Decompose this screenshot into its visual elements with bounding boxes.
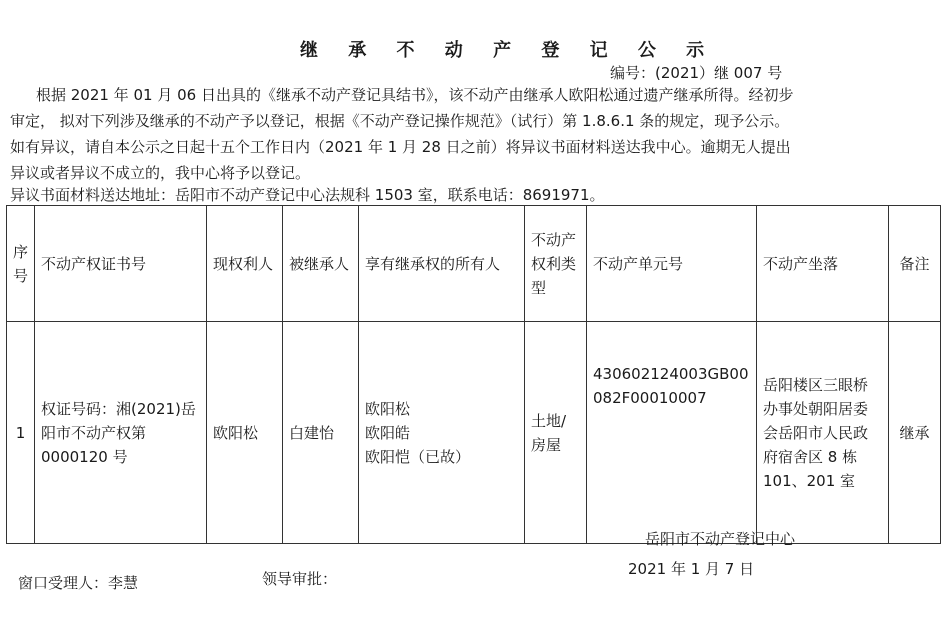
header-heirs: 享有继承权的所有人 xyxy=(359,206,525,322)
cell-unit-no: 430602124003GB00082F00010007 xyxy=(587,322,757,544)
heir-name: 欧阳松 xyxy=(365,399,411,418)
window-clerk: 窗口受理人：李慧 xyxy=(18,574,139,592)
leader-approval: 领导审批： xyxy=(262,570,338,588)
objection-address: 异议书面材料送达地址：岳阳市不动产登记中心法规科 1503 室，联系电话：8691971。 xyxy=(10,186,605,204)
cell-deceased: 白建怡 xyxy=(283,322,359,544)
inheritance-table xyxy=(6,205,941,544)
header-location: 不动产坐落 xyxy=(757,206,889,322)
header-remark: 备注 xyxy=(889,206,941,322)
heir-name: 欧阳皓 xyxy=(365,423,411,442)
header-deceased: 被继承人 xyxy=(283,206,359,322)
cell-location: 岳阳楼区三眼桥办事处朝阳居委会岳阳市人民政府宿舍区 8 栋 101、201 室 xyxy=(757,322,889,544)
cell-heirs xyxy=(359,322,525,544)
body-paragraph-line-1: 根据 2021 年 01 月 06 日出具的《继承不动产登记具结书》，该不动产由继承人欧阳松通过遗产继承所得。经初步 xyxy=(36,86,794,104)
table-header-row xyxy=(7,206,941,322)
header-cert-no: 不动产权证书号 xyxy=(35,206,207,322)
body-paragraph-line-3: 如有异议，请自本公示之日起十五个工作日内（2021 年 1 月 28 日之前）将异议书面材料送达我中心。逾期无人提出 xyxy=(10,138,791,156)
header-right-type: 不动产权利类型 xyxy=(525,206,587,322)
reference-number: 编号：(2021）继 007 号 xyxy=(610,64,783,82)
cell-cert-no: 权证号码：湘(2021)岳阳市不动产权第0000120 号 xyxy=(35,322,207,544)
issue-date: 2021 年 1 月 7 日 xyxy=(628,560,755,578)
cell-seq: 1 xyxy=(7,322,35,544)
cell-remark: 继承 xyxy=(889,322,941,544)
issuing-organization: 岳阳市不动产登记中心 xyxy=(645,530,796,548)
body-paragraph-line-2: 审定， 拟对下列涉及继承的不动产予以登记，根据《不动产登记操作规范》（试行）第 1.8.6.1 条的规定，现予公示。 xyxy=(10,112,790,130)
cell-right-type: 土地/房屋 xyxy=(525,322,587,544)
cell-current-holder: 欧阳松 xyxy=(207,322,283,544)
header-current-holder: 现权利人 xyxy=(207,206,283,322)
header-seq: 序号 xyxy=(7,206,35,322)
header-unit-no: 不动产单元号 xyxy=(587,206,757,322)
body-paragraph-line-4: 异议或者异议不成立的，我中心将予以登记。 xyxy=(10,164,311,182)
heir-name: 欧阳恺（已故） xyxy=(365,447,471,466)
table-row xyxy=(7,322,941,544)
page-title: 继 承 不 动 产 登 记 公 示 xyxy=(300,40,717,61)
